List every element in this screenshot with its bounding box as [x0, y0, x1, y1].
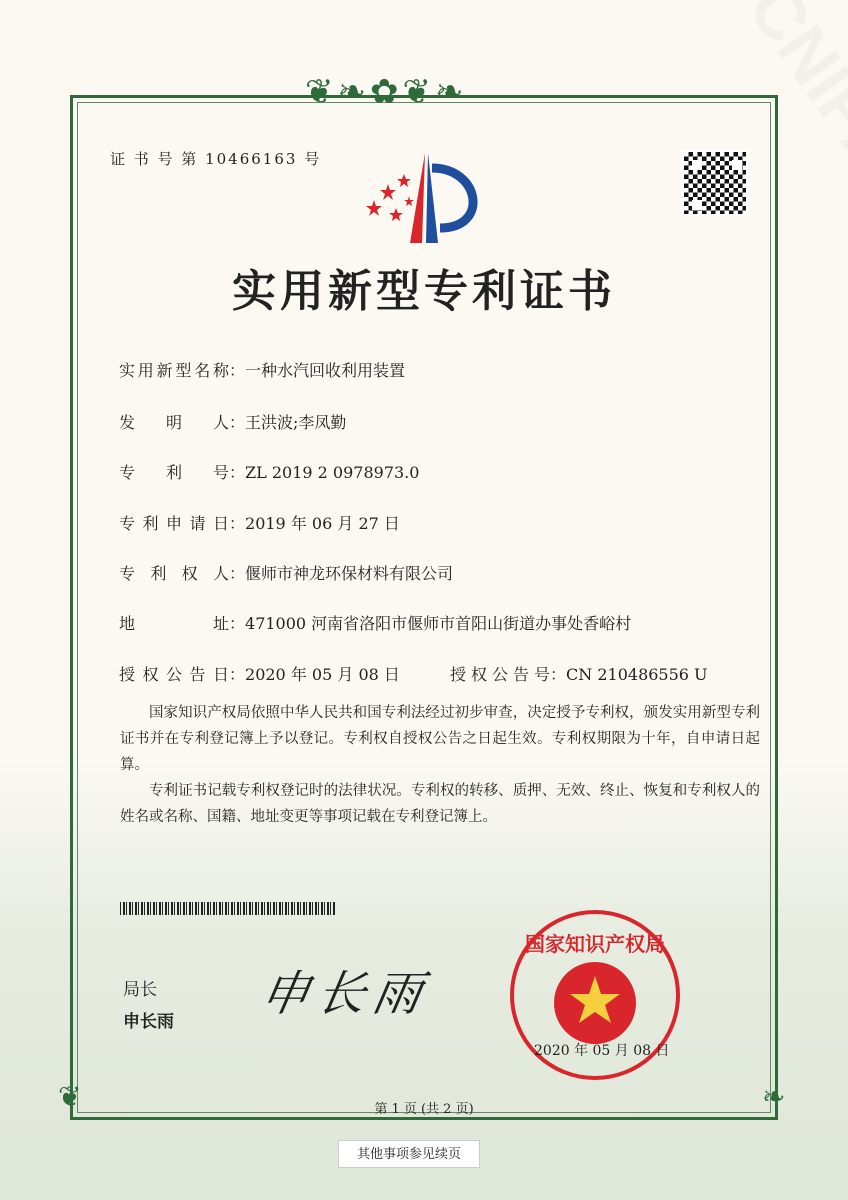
seal-date: 2020 年 05 月 08 日: [534, 1043, 670, 1059]
cnipa-logo: [360, 148, 490, 248]
page-title: 实用新型专利证书: [232, 266, 616, 317]
signatory-name: 申长雨: [123, 1012, 174, 1032]
star-icon: [554, 962, 636, 1044]
field-name: 实用新型名称：一种水汽回收利用装置: [119, 361, 406, 380]
signature: 申长雨: [256, 966, 435, 1022]
corner-ornament: ❧: [762, 1080, 786, 1113]
national-emblem-icon: [554, 962, 636, 1044]
page-footer: 第 1 页 (共 2 页): [374, 1102, 474, 1117]
field-grant-date: 授权公告日：2020 年 05 月 08 日: [119, 665, 400, 684]
field-patent-number: 专利号：ZL 2019 2 0978973.0: [119, 463, 420, 482]
field-application-date: 专利申请日：2019 年 06 月 27 日: [119, 514, 400, 533]
top-ornament: ❦❧✿❦❧: [305, 72, 468, 112]
barcode: [120, 902, 335, 915]
field-patentee: 专利权人：偃师市神龙环保材料有限公司: [119, 564, 454, 583]
corner-ornament: ❦: [58, 1080, 82, 1113]
qr-code: [682, 150, 748, 216]
field-address: 地址：471000 河南省洛阳市偃师市首阳山街道办事处香峪村: [119, 614, 632, 633]
certificate-statement: 国家知识产权局依照中华人民共和国专利法经过初步审查，决定授予专利权，颁发实用新型专利证书并在专利登记簿上予以登记。专利权自授权公告之日起生效。专利权期限为十年，自申请日起算。 专利证书记载专利权登记时的法律状况。专利权的转移、质押、无效、终止、恢复和专利权人的姓名或名称、国籍、地址变更等事项记载在专利登记簿上。: [120, 705, 760, 825]
continuation-note: 其他事项参见续页: [338, 1140, 480, 1168]
certificate-number: 证 书 号 第 10466163 号: [110, 150, 322, 168]
field-announcement-number: 授权公告号：CN 210486556 U: [450, 665, 708, 684]
signatory-title: 局长: [123, 980, 157, 1000]
official-seal: 国家知识产权局: [510, 910, 680, 1080]
field-inventor: 发明人：王洪波;李凤勤: [119, 413, 347, 432]
